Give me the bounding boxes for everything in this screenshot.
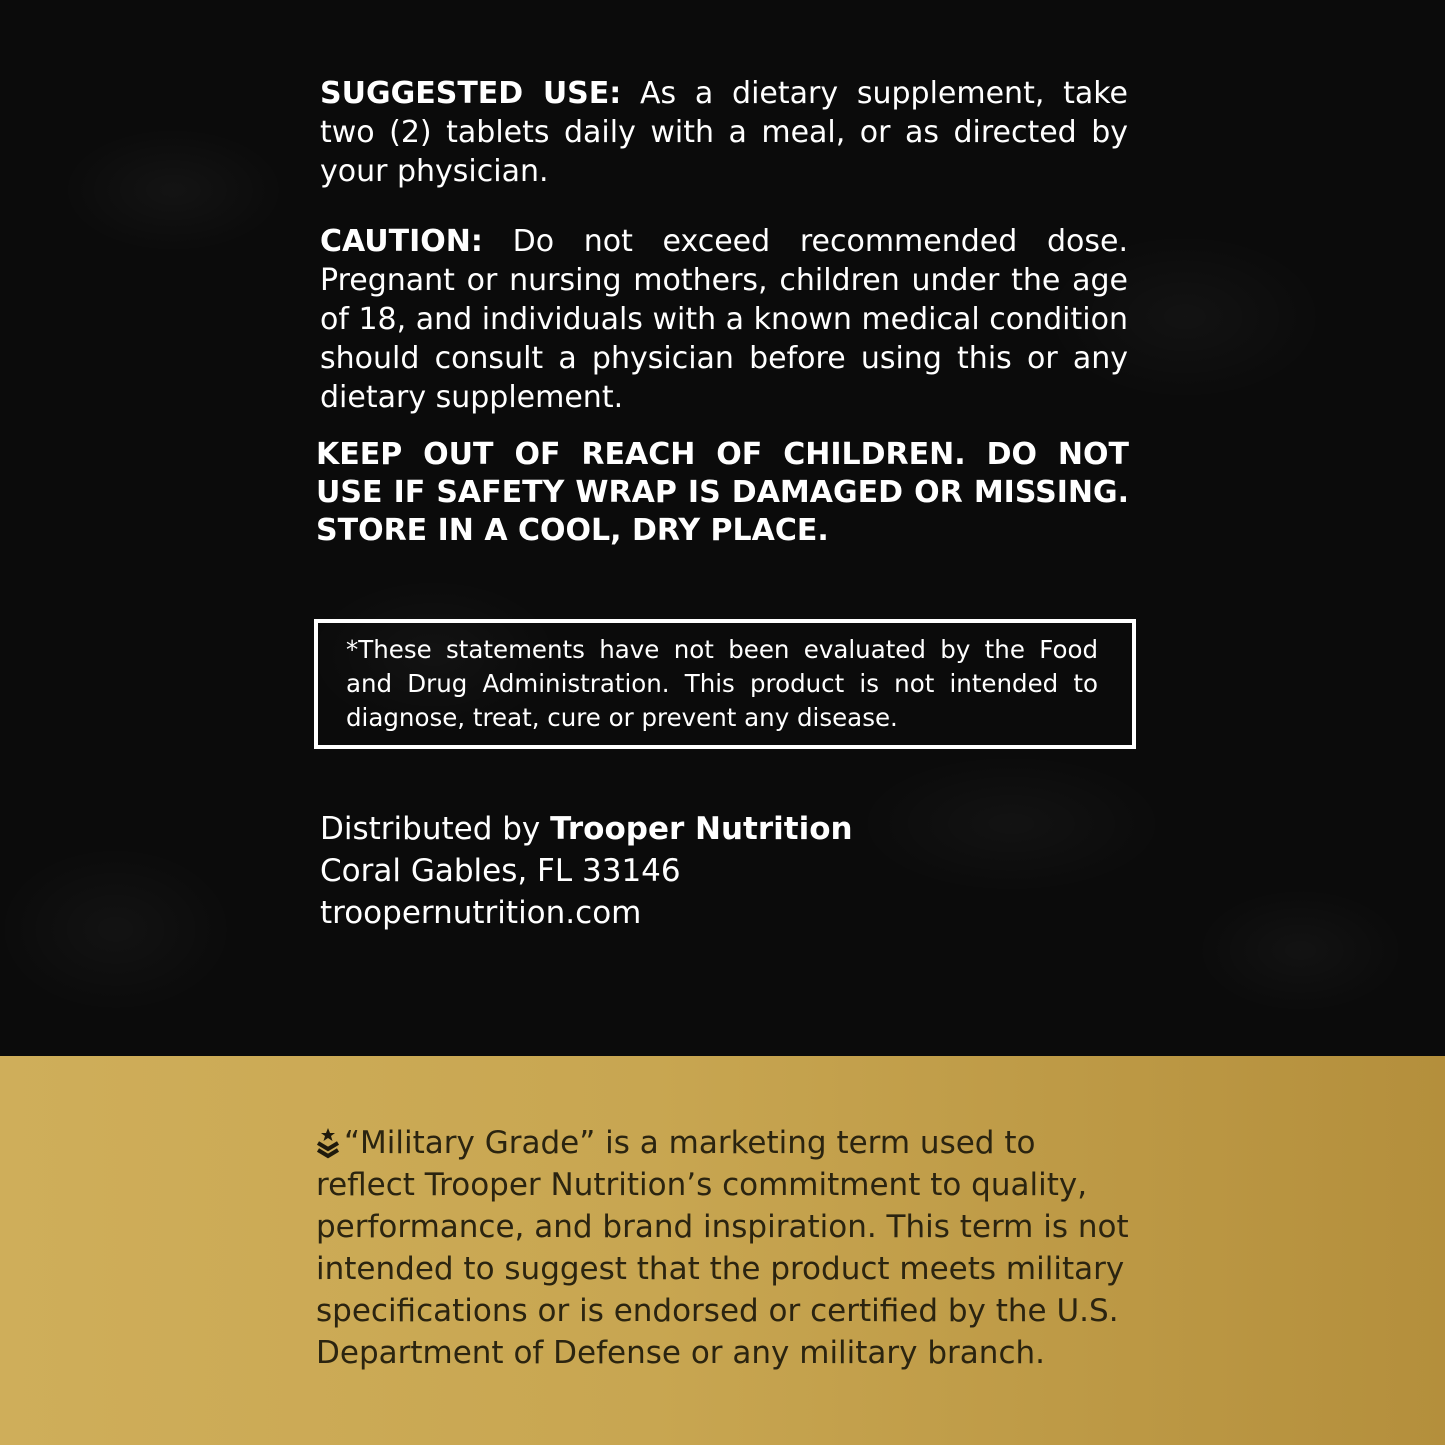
caution-label: CAUTION:: [320, 224, 483, 259]
distributor-website: troopernutrition.com: [320, 895, 642, 931]
distributor-info: [320, 808, 853, 934]
military-grade-disclaimer: [316, 1122, 1136, 1374]
disclaimer-text: “Military Grade” is a marketing term used to reflect Trooper Nutrition’s commitment to quality, performance, and brand inspiration. This term is not intended to suggest that the product meets military specifications or is endorsed or certified by the U.S. Department of Defense or any military branch.: [316, 1125, 1129, 1371]
caution-paragraph: [320, 222, 1128, 417]
suggested-use-paragraph: [320, 74, 1128, 191]
suggested-use-label: SUGGESTED USE:: [320, 76, 622, 111]
distributor-name: Trooper Nutrition: [550, 811, 853, 847]
distributor-city: Coral Gables, FL 33146: [320, 853, 681, 889]
distributor-line: [320, 808, 853, 850]
suggested-use-text: As a dietary supplement, take two (2) tablets daily with a meal, or as directed by your physician.: [320, 76, 1129, 189]
distributor-prefix: Distributed by: [320, 811, 541, 847]
fda-disclaimer-box: [314, 619, 1136, 749]
fda-statement: *These statements have not been evaluated by the Food and Drug Administration. This product is not intended to diagnose, treat, cure or prevent any disease.: [346, 635, 1098, 732]
storage-warning: KEEP OUT OF REACH OF CHILDREN. DO NOT USE IF SAFETY WRAP IS DAMAGED OR MISSING. STORE IN A COOL, DRY PLACE.: [316, 437, 1129, 548]
military-rank-icon: [316, 1127, 340, 1159]
caution-text: Do not exceed recommended dose. Pregnant or nursing mothers, children under the age of 18, and individuals with a known medical condition should consult a physician before using this or any dietary supplement.: [320, 224, 1128, 415]
